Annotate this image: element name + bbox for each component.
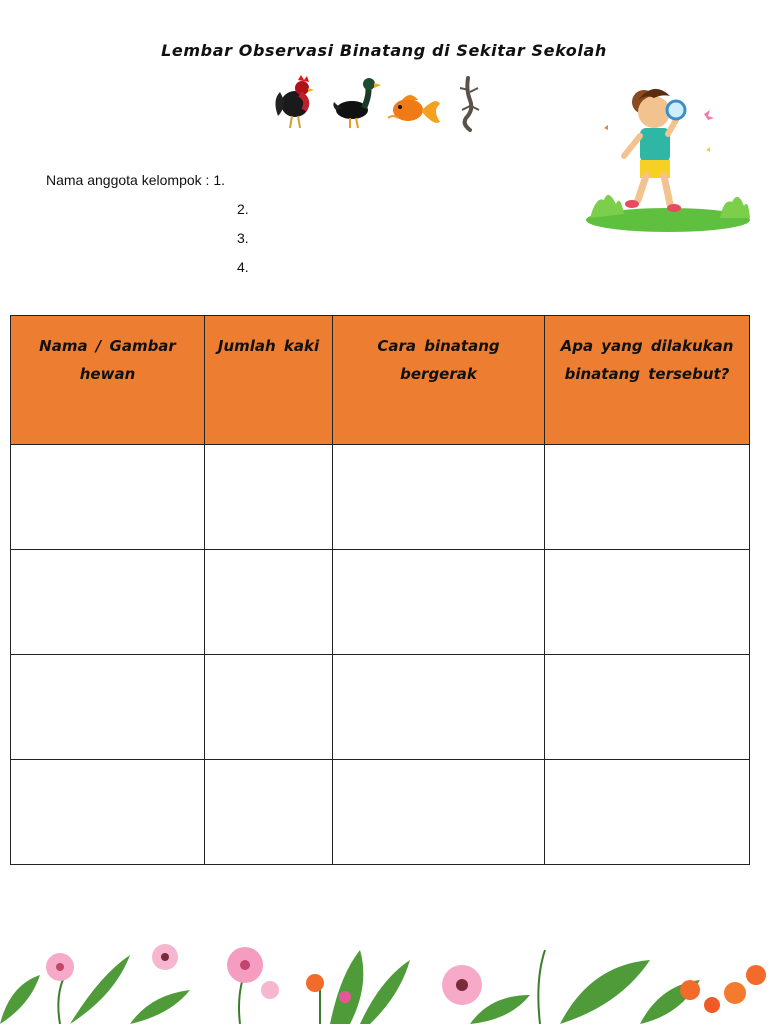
lizard-icon xyxy=(460,78,479,130)
table-row xyxy=(11,760,750,865)
table-row xyxy=(11,550,750,655)
table-row xyxy=(11,445,750,550)
table-cell[interactable] xyxy=(545,550,750,655)
table-cell[interactable] xyxy=(205,760,333,865)
animal-icons xyxy=(270,70,490,134)
table-cell[interactable] xyxy=(545,655,750,760)
butterfly-icon xyxy=(704,110,714,120)
header-leg-count: Jumlah kaki xyxy=(205,316,333,445)
table-cell[interactable] xyxy=(333,760,545,865)
member-number: 2. xyxy=(237,201,249,217)
table-cell[interactable] xyxy=(205,550,333,655)
table-row xyxy=(11,655,750,760)
table-cell[interactable] xyxy=(545,760,750,865)
members-label: Nama anggota kelompok : xyxy=(46,172,210,188)
table-header-row xyxy=(11,316,750,445)
table-cell[interactable] xyxy=(11,550,205,655)
duck-icon xyxy=(333,78,381,128)
leaf-icon xyxy=(0,950,700,1024)
table-cell[interactable] xyxy=(205,445,333,550)
table-cell[interactable] xyxy=(333,655,545,760)
header-animal-name: Nama / Gambar hewan xyxy=(11,316,205,445)
butterfly-icon xyxy=(604,125,608,130)
table-cell[interactable] xyxy=(205,655,333,760)
table-cell[interactable] xyxy=(333,445,545,550)
flower-border xyxy=(0,935,768,1024)
member-number: 4. xyxy=(237,259,249,275)
butterfly-icon xyxy=(706,147,710,152)
member-number: 1. xyxy=(213,172,226,188)
rooster-icon xyxy=(275,75,314,128)
table-cell[interactable] xyxy=(11,655,205,760)
table-cell[interactable] xyxy=(333,550,545,655)
header-activity: Apa yang dilakukan binatang tersebut? xyxy=(545,316,750,445)
header-movement: Cara binatang bergerak xyxy=(333,316,545,445)
table-cell[interactable] xyxy=(11,760,205,865)
kid-illustration xyxy=(580,70,755,235)
goldfish-icon xyxy=(388,95,440,123)
member-number: 3. xyxy=(237,230,249,246)
magnifier-icon xyxy=(667,101,685,119)
page-title: Lembar Observasi Binatang di Sekitar Sekolah xyxy=(161,41,607,60)
table-cell[interactable] xyxy=(11,445,205,550)
observation-table xyxy=(10,315,750,865)
table-cell[interactable] xyxy=(545,445,750,550)
